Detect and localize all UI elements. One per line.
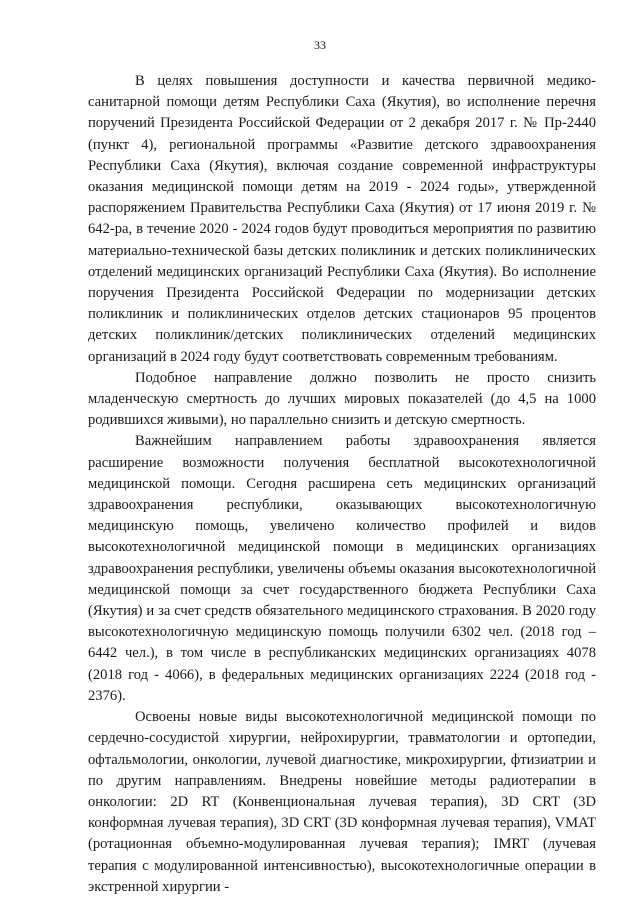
paragraph-4: Освоены новые виды высокотехнологичной медицинской помощи по сердечно-сосудистой хирургии, нейрохирургии, травматологии и ортопедии, офтальмологии, онкологии, лучевой диагностике, микрохирургии, фтизиатрии и по другим направлениям. Внедрены новейшие методы радиотерапии в онкологии: 2D RT (Конвенциональная лучевая терапия), 3D CRT (3D конформная лучевая терапия), 3D CRT (3D конформная лучевая терапия), VMAT (ротационная объемно-модулированная лучевая терапия); IMRT (лучевая терапия с модулированной интенсивностью), высокотехнологичные операции в экстренной хирургии - (88, 709, 596, 895)
page-number: 33 (314, 38, 326, 52)
document-body (88, 71, 596, 898)
paragraph-3: Важнейшим направлением работы здравоохранения является расширение возможности получения бесплатной высокотехнологичной медицинской помощи. Сегодня расширена сеть медицинских организаций здравоохранения республики, оказывающих высокотехнологичную медицинскую помощь, увеличено количество профилей и видов высокотехнологичной медицинской помощи в медицинских организациях здравоохранения республики, увеличены объемы оказания высокотехнологичной медицинской помощи за счет государственного бюджета Республики Саха (Якутия) и за счет средств обязательного медицинского страхования. В 2020 году высокотехнологичную медицинскую помощь получили 6302 чел. (2018 год – 6442 чел.), в том числе в республиканских медицинских организациях 4078 (2018 год - 4066), в федеральных медицинских организациях 2224 (2018 год - 2376). (88, 433, 596, 704)
paragraph-1: В целях повышения доступности и качества первичной медико-санитарной помощи детям Республики Саха (Якутия), во исполнение перечня поручений Президента Российской Федерации от 2 декабря 2017 г. № Пр-2440 (пункт 4), региональной программы «Развитие детского здравоохранения Республики Саха (Якутия), включая создание современной инфраструктуры оказания медицинской помощи детям на 2019 - 2024 годы», утвержденной распоряжением Правительства Республики Саха (Якутия) от 17 июня 2019 г. № 642-ра, в течение 2020 - 2024 годов будут проводиться мероприятия по развитию материально-технической базы детских поликлиник и детских поликлинических отделений медицинских организаций Республики Саха (Якутия). Во исполнение поручения Президента Российской Федерации по модернизации детских поликлиник и поликлинических отделов детских стационаров 95 процентов детских поликлиник/детских поликлинических отделений медицинских организаций в 2024 году будут соответствовать современным требованиям. (88, 73, 596, 365)
paragraph-2: Подобное направление должно позволить не просто снизить младенческую смертность до лучших мировых показателей (до 4,5 на 1000 родившихся живыми), но параллельно снизить и детскую смертность. (88, 369, 596, 429)
